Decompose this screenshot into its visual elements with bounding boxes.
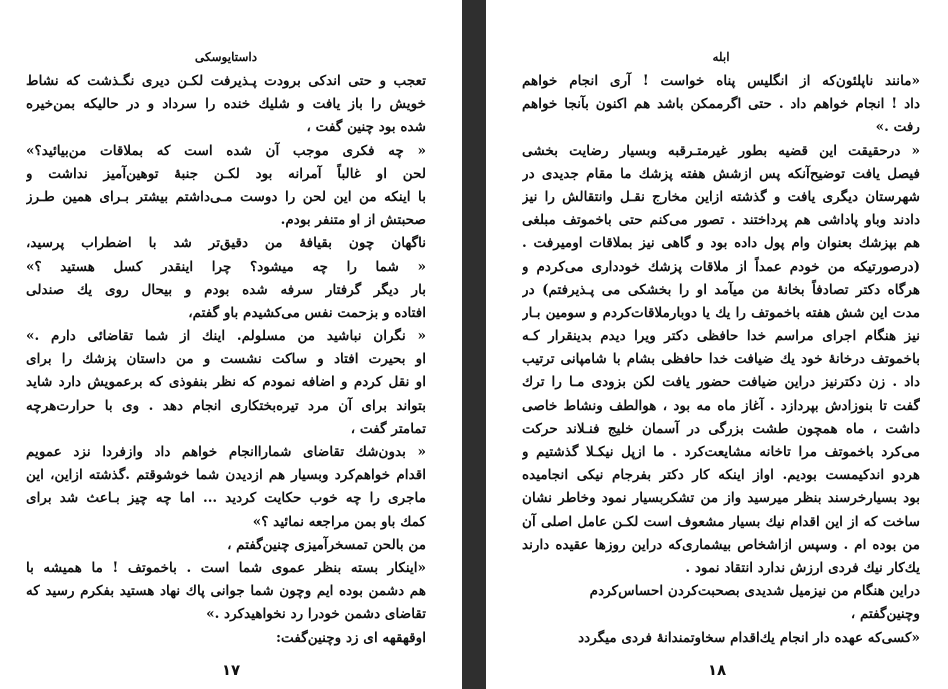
text-line: صحبتش از او متنفر بودم. bbox=[280, 212, 426, 229]
text-line: هم دشمن بوده ایم وچون شما جوانی پاك نهاد هستید بفکرم رسید که bbox=[26, 583, 426, 600]
text-line: او بحیرت افتاد و ساکت نشست و من داستان پزشك را برای bbox=[26, 351, 426, 368]
text-line: مدت این شش هفته باخموتف را یك یا دوبارملاقات‌کردم و سومین بـار bbox=[522, 304, 920, 321]
text-line: فیصل یافت توضیح‌آنکه پس ازشش هفته پزشك ما مقام جدیدی در bbox=[522, 165, 920, 182]
text-line: لحن او غالباً آمرانه بود لکـن جنبهٔ توهین‌آمیز نداشت و bbox=[26, 165, 426, 182]
text-line: افتاده و بزحمت نفس می‌کشیدم باو گفتم، bbox=[188, 304, 426, 321]
text-line: دادند وباو پاداشی هم پرداختند . تصور می‌کنم حتی باخموتف مبلغی bbox=[522, 212, 920, 229]
text-line: ناگهان چون بقیافهٔ من دقیق‌تر شد با اضطراب پرسید، bbox=[26, 235, 426, 252]
text-line: « شما را چه میشود؟ چرا اینقدر کسل هستید ؟» bbox=[26, 258, 426, 275]
text-line: هردو اندکیمست بودیم. اواز اینکه کار دکتر بفرجام نیکی انجامیده bbox=[522, 467, 920, 484]
text-line: اوقهقهه ای زد وچنین‌گفت: bbox=[275, 629, 426, 646]
text-line: «کسی‌که عهده دار انجام یك‌اقدام سخاوتمندانهٔ فردی میگردد bbox=[578, 629, 920, 646]
text-line: «مانند ناپلئون‌که از انگلیس پناه خواست ! آری انجام خواهم bbox=[522, 73, 920, 89]
text-line: بود بسیارخرسند بنظر میرسید واز من تشکربسیار نمود وخاطر نشان bbox=[522, 490, 920, 507]
left-page bbox=[0, 0, 462, 689]
text-line: با اینکه من این لحن را دوست مـی‌داشتم بیشتر بـرای همین طـرز bbox=[26, 188, 426, 205]
text-line: دراین هنگام من نیزمیل شدیدی بصحبت‌کردن احساس‌کردم bbox=[589, 583, 920, 600]
left-page-text bbox=[26, 70, 426, 650]
text-line: شهرستان دیگری یافت و گذشته ازاین مخارج نقـل وانتقالش را نیز bbox=[522, 188, 920, 205]
text-line: شده بود چنین گفت ، bbox=[306, 119, 426, 136]
text-line: یك‌کار نیك فردی ارزش ندارد انتقاد نمود . bbox=[685, 559, 920, 576]
text-line: نیز هنگام اجرای مراسم خدا حافظی دکتر ویرا دیدم بدینقرار کـه bbox=[522, 328, 920, 345]
text-line: «اینکار بسته بنظر عموی شما است . باخموتف ! ما همیشه با bbox=[26, 559, 426, 576]
text-line: (درصورتیکه من خودم عمداً از ملاقات پزشك خودداری می‌کردم و bbox=[522, 258, 920, 275]
text-line: هم بپزشك بعنوان وام پول داده بود و گاهی نیز بملاقات اومیرفت . bbox=[522, 235, 920, 252]
running-head-left: داستایوسکی bbox=[194, 50, 258, 64]
page-number-right: ۱۸ bbox=[707, 661, 727, 679]
text-line: بار دیگر گرفتار سرفه شده بودم و بیحال روی یك صندلی bbox=[26, 281, 426, 298]
right-page bbox=[486, 0, 948, 689]
text-line: اقدام خواهم‌کرد وبسیار هم ازدیدن شما خوشوقتم .گذشته ازاین، این bbox=[26, 467, 426, 484]
text-line: من بالحن تمسخرآمیزی چنین‌گفتم ، bbox=[227, 536, 426, 553]
text-line: « نگران نباشید من مسلولم. اینك از شما تقاضائی دارم .» bbox=[26, 328, 426, 345]
text-line: تمامتر گفت ، bbox=[350, 420, 426, 437]
text-line: خویش را باز یافت و شلیك خنده را سرداد و در حالیکه بمن‌خیره bbox=[26, 96, 426, 113]
text-line: رفت .» bbox=[875, 119, 920, 136]
text-line: کمك باو بمن مراجعه نمائید ؟» bbox=[252, 513, 426, 530]
text-line: « درحقیقت این قضیه بطور غیرمتـرقبه وبسیار رضایت بخشی bbox=[522, 142, 920, 159]
text-line: ساخت که از این اقدام نیك بسیار مشعوف است لکـن عامل اصلی آن bbox=[522, 513, 920, 530]
running-head-right: ابله bbox=[712, 50, 730, 64]
text-line: داد ! انجام خواهم داد . حتی اگرممکن باشد هم اکنون بآنجا خواهم bbox=[522, 96, 920, 113]
text-line: تقاضای دشمن خودرا رد نخواهید‌کرد .» bbox=[206, 606, 426, 623]
text-line: بتواند برای آن مرد تیره‌بختکاری انجام دهد . وی با حرارت‌هرچه bbox=[26, 397, 426, 414]
text-line: تعجب و حتی اندکی برودت پـذیرفت لکـن دیری نگـذشت که نشاط bbox=[26, 73, 426, 89]
text-line: داد . زن دکترنیز دراین ضیافت حضور یافت لکن بزودی مـا را ترك bbox=[522, 374, 920, 391]
book-gutter bbox=[462, 0, 486, 689]
text-line: باخموتف درخانهٔ خود یك ضیافت خدا حافظی بشام با شامپانی ترتیب bbox=[522, 351, 920, 368]
text-line: او نقل کردم و اضافه نمودم که نظر بنفوذی که برعمویش دارد شاید bbox=[26, 374, 426, 391]
text-line: ماجری را چه خوب حکایت کردید ... اما چه چیز بـاعث شد برای bbox=[26, 490, 426, 507]
text-line: داشت ، ماه همچون طشت بزرگی در آسمان خلیج فنـلاند حرکت bbox=[522, 420, 920, 437]
text-line: من بوده ام . وسپس ازاشخاص بیشماری‌که دراین روزها عقیده دارند bbox=[522, 536, 920, 553]
text-line: « چه فکری موجب آن شده است که بملاقات من‌بیائید؟» bbox=[26, 142, 426, 159]
text-line: گفت تا بنوزادش بپردازد . آغاز ماه مه بود ، هوالطف ونشاط خاصی bbox=[522, 397, 920, 414]
right-page-text bbox=[522, 70, 920, 650]
text-line: وچنین‌گفتم ، bbox=[850, 606, 920, 623]
text-line: هرگاه دکتر تصادفاً بخانهٔ من میآمد او را بخشکی می پـذیرفتم) در bbox=[522, 281, 920, 298]
page-number-left: ۱۷ bbox=[221, 661, 241, 679]
text-line: « بدون‌شك تقاضای شمارا‌انجام خواهم داد وازفردا نزد عمویم bbox=[26, 444, 426, 460]
text-line: می‌کرد باخموتف مرا تاخانه مشایعت‌کرد . ما ازپل نیکـلا گذشتیم و bbox=[522, 444, 920, 460]
